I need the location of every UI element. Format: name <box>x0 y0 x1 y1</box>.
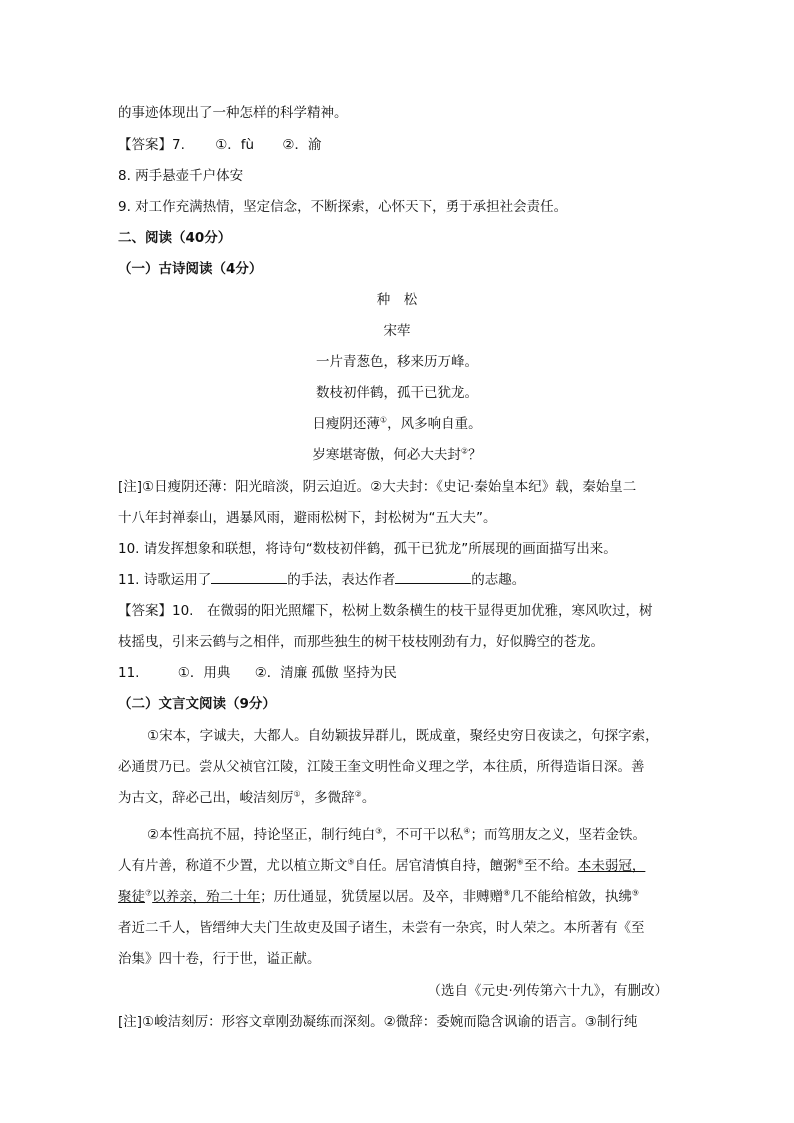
footnote-marker: ④ <box>463 826 471 836</box>
text: ，风多响自重。 <box>387 416 482 432</box>
answer-option: ①．用典 <box>177 665 231 681</box>
text: 8. 两手悬壶千户体安 <box>118 168 244 184</box>
text-line <box>118 198 567 216</box>
paragraph-line <box>118 789 375 807</box>
answer-label: 【答案】7. <box>118 137 185 153</box>
text: 11. <box>118 665 140 681</box>
text: 11. 诗歌运用了 <box>118 572 212 588</box>
text: ？ <box>468 447 482 463</box>
poem-line <box>0 384 794 402</box>
underlined-text: 以养亲，殆二十年 <box>152 889 261 905</box>
text: 10. 请发挥想象和联想，将诗句“数枝初伴鹤，孤干已犹龙”所展现的画面描写出来。 <box>118 541 617 557</box>
answer-blank <box>395 571 471 584</box>
paragraph-line <box>147 727 659 745</box>
answer-option: ①．fù <box>215 137 255 153</box>
text: 【答案】10. 在微弱的阳光照耀下，松树上数条横生的枝干显得更加优雅，寒风吹过，树 <box>118 603 653 619</box>
heading-text: 二、阅读（40分） <box>118 230 232 246</box>
subsection-heading <box>118 260 262 278</box>
footnote-marker: ① <box>293 789 301 799</box>
text: 数枝初伴鹤，孤干已犹龙。 <box>316 385 478 401</box>
text: 治集》四十卷，行于世，谥正献。 <box>118 951 321 967</box>
text: 日瘦阴还薄 <box>312 416 380 432</box>
poem-line <box>0 353 794 371</box>
answer-line <box>118 602 652 620</box>
text: 为古文，辞必己出，峻洁刻厉 <box>118 790 294 806</box>
text: 至不给。 <box>523 858 578 874</box>
underlined-text: 本未弱冠， <box>577 858 646 874</box>
text: ；而笃朋友之义，坚若金铁。 <box>470 827 646 843</box>
footnote-marker: ① <box>379 415 388 425</box>
footnote-marker: ② <box>460 446 469 456</box>
note-line <box>118 509 497 527</box>
paragraph-line <box>118 758 645 776</box>
footnote-marker: ⑦ <box>145 888 153 898</box>
text: ；历仕通显，犹赁屋以居。及卒，非赙赠 <box>260 889 504 905</box>
text: [注]①峻洁刻厉：形容文章刚劲凝练而深刻。②微辞：委婉而隐含讽谕的语言。③制行纯 <box>118 1014 638 1030</box>
text-line <box>118 167 243 185</box>
paragraph-line <box>118 888 639 906</box>
section-heading <box>118 229 231 247</box>
question-line <box>118 571 525 589</box>
footnote-marker: ⑤ <box>347 857 355 867</box>
text-line <box>118 104 348 122</box>
footnote-marker: ⑧ <box>503 888 511 898</box>
poem-title <box>0 291 794 309</box>
text: （选自《元史·列传第六十九》，有删改） <box>427 983 668 999</box>
text: 一片青葱色，移来历万峰。 <box>316 354 478 370</box>
text: 的手法，表达作者 <box>287 572 396 588</box>
footnote-marker: ⑥ <box>516 857 524 867</box>
footnote-marker: ⑨ <box>631 888 640 898</box>
text: 十八年封禅泰山，遇暴风雨，避雨松树下，封松树为“五大夫”。 <box>118 510 497 526</box>
text: 。 <box>361 790 376 806</box>
poem-author <box>0 322 794 340</box>
footnote-marker: ③ <box>375 826 383 836</box>
text: 人有片善，称道不少置，尤以植立斯文 <box>118 858 348 874</box>
poem-line <box>0 446 794 464</box>
answer-line <box>118 664 397 682</box>
answer-line <box>118 633 604 651</box>
text: 9. 对工作充满热情，坚定信念，不断探索，心怀天下，勇于承担社会责任。 <box>118 199 568 215</box>
paragraph-line <box>118 919 645 937</box>
poem-line <box>0 415 794 433</box>
heading-text: （一）古诗阅读（4分） <box>118 261 263 277</box>
text: 者近二千人，皆缙绅大夫门生故吏及国子诸生，未尝有一杂宾，时人荣之。本所著有《至 <box>118 920 645 936</box>
text: 宋荦 <box>383 323 411 339</box>
text: 几不能给棺敛，执绋 <box>510 889 632 905</box>
answer-blank <box>211 571 287 584</box>
text: 枝摇曳，引来云鹤与之相伴，而那些独生的树干枝枝刚劲有力，好似腾空的苍龙。 <box>118 634 604 650</box>
answer-line <box>118 136 322 154</box>
text: 的志趣。 <box>471 572 526 588</box>
footnote-marker: ② <box>354 789 362 799</box>
text: ①宋本，字诚夫，大都人。自幼颖拔异群儿，既成童，聚经史穷日夜读之，句探字索， <box>147 728 659 744</box>
paragraph-line <box>147 826 646 844</box>
text: [注]①日瘦阴还薄：阳光暗淡，阴云迫近。②大夫封：《史记·秦始皇本纪》载，秦始皇二 <box>118 479 637 495</box>
text: ，多微辞 <box>300 790 355 806</box>
text: ②本性高抗不屈，持论坚正，制行纯白 <box>147 827 376 843</box>
heading-text: （二）文言文阅读（9分） <box>118 696 276 712</box>
text: 岁寒堪寄傲，何必大夫封 <box>312 447 461 463</box>
text: 自任。居官清慎自持，饘粥 <box>354 858 517 874</box>
answer-option: ②．渝 <box>282 137 322 153</box>
note-line <box>118 478 636 496</box>
paragraph-line <box>118 950 321 968</box>
underlined-text: 聚徒 <box>118 889 145 905</box>
text: ，不可干以私 <box>382 827 464 843</box>
text: 种 松 <box>376 292 418 308</box>
question-line <box>118 540 617 558</box>
subsection-heading <box>118 695 276 713</box>
paragraph-line <box>118 857 645 875</box>
answer-option: ②．清廉 孤傲 坚持为民 <box>254 665 397 681</box>
source-citation <box>427 982 668 1000</box>
text: 必通贯乃已。尝从父祯官江陵，江陵王奎文明性命义理之学，本往质，所得造诣日深。善 <box>118 759 645 775</box>
text: 的事迹体现出了一种怎样的科学精神。 <box>118 105 348 121</box>
note-line <box>118 1013 637 1031</box>
